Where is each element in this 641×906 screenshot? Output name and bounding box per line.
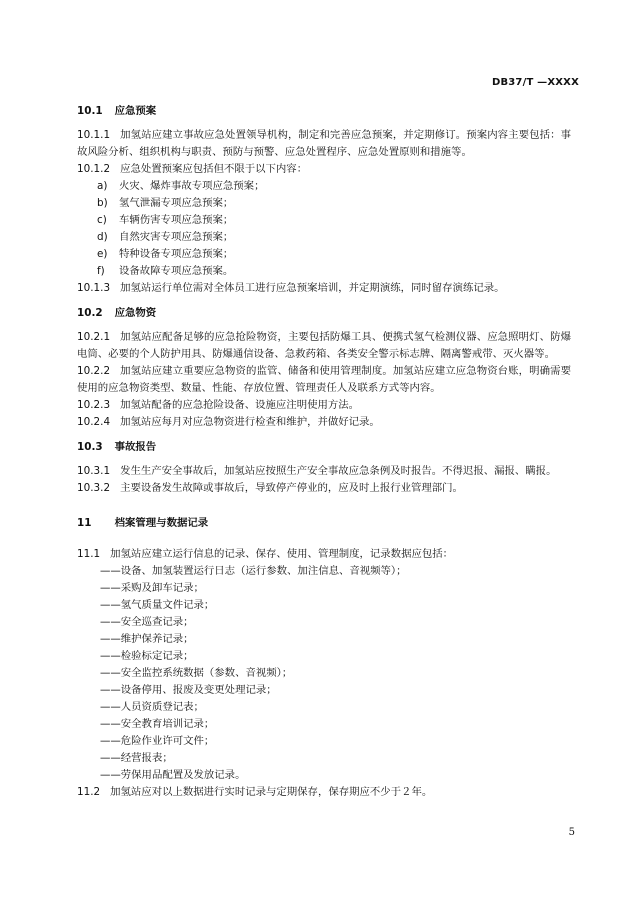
clause-text: 加氢站运行单位需对全体员工进行应急预案培训，并定期演练，同时留存演练记录。 [120, 282, 505, 294]
list-letter: d) [97, 231, 108, 243]
clause-number: 10.2.4 [77, 416, 111, 428]
clause-10-3-1 [77, 463, 571, 480]
list-item [77, 212, 571, 229]
clause-text: 加氢站应建立重要应急物资的监管、储备和使用管理制度。加氢站应建立应急物资台账，明确需要使用的应急物资类型、数量、性能、存放位置、管理责任人及联系方式等内容。 [77, 365, 571, 394]
clause-11-2 [77, 784, 571, 801]
list-item [77, 195, 571, 212]
list-item [77, 246, 571, 263]
clause-10-3-2 [77, 480, 571, 497]
clause-text: 加氢站应配备足够的应急抢险物资，主要包括防爆工具、便携式氢气检测仪器、应急照明灯、防爆电筒、必要的个人防护用具、防爆通信设备、急救药箱、各类安全警示标志牌、隔离警戒带、灭火器等。 [77, 331, 571, 360]
record-item: ——设备、加氢装置运行日志（运行参数、加注信息、音视频等）； [100, 565, 407, 577]
document-code: DB37/T —XXXX [491, 77, 579, 88]
list-letter: f) [97, 265, 105, 277]
clause-number: 10.1.1 [77, 129, 111, 141]
clause-text: 加氢站应建立运行信息的记录、保存、使用、管理制度，记录数据应包括： [110, 548, 454, 560]
page-number: 5 [568, 827, 575, 838]
clause-10-2-4 [77, 414, 571, 431]
section-heading-10-2 [77, 305, 571, 322]
list-letter: e) [97, 248, 108, 260]
record-item: ——安全监控系统数据（参数、音视频）； [100, 667, 293, 679]
clause-number: 10.2.1 [77, 331, 111, 343]
clause-number: 10.3.2 [77, 482, 111, 494]
record-item: ——设备停用、报废及变更处理记录； [100, 684, 277, 696]
record-item: ——经营报表； [100, 752, 173, 764]
list-item [77, 263, 571, 280]
section-number: 10.3 [77, 441, 103, 453]
list-text: 氢气泄漏专项应急预案； [119, 197, 234, 209]
list-letter: a) [97, 180, 108, 192]
clause-number: 10.3.1 [77, 465, 111, 477]
list-item [77, 229, 571, 246]
chapter-title: 档案管理与数据记录 [114, 517, 209, 529]
clause-number: 11.1 [77, 548, 101, 560]
clause-11-1 [77, 546, 571, 563]
record-item: ——检验标定记录； [100, 650, 194, 662]
section-heading-10-3 [77, 439, 571, 456]
clause-text: 发生生产安全事故后，加氢站应按照生产安全事故应急条例及时报告。不得迟报、漏报、瞒报。 [120, 465, 557, 477]
clause-text: 加氢站应每月对应急物资进行检查和维护，并做好记录。 [120, 416, 380, 428]
section-title: 应急预案 [114, 105, 157, 117]
chapter-number: 11 [77, 517, 92, 529]
list-letter: c) [97, 214, 107, 226]
section-title: 应急物资 [114, 307, 157, 319]
clause-10-1-2 [77, 161, 571, 178]
clause-text: 加氢站配备的应急抢险设备、设施应注明使用方法。 [120, 399, 360, 411]
clause-10-1-1 [77, 127, 571, 161]
clause-text: 加氢站应对以上数据进行实时记录与定期保存，保存期应不少于２年。 [110, 786, 433, 798]
clause-10-2-2 [77, 363, 571, 397]
page-body [77, 103, 571, 801]
section-number: 10.2 [77, 307, 103, 319]
list-text: 特种设备专项应急预案； [119, 248, 234, 260]
record-item: ——安全教育培训记录； [100, 718, 215, 730]
clause-number: 10.2.2 [77, 365, 111, 377]
clause-number: 10.1.3 [77, 282, 111, 294]
section-heading-10-1 [77, 103, 571, 120]
clause-number: 10.2.3 [77, 399, 111, 411]
list-text: 车辆伤害专项应急预案； [119, 214, 234, 226]
record-item: ——维护保养记录； [100, 633, 194, 645]
section-title: 事故报告 [114, 441, 157, 453]
record-item: ——劳保用品配置及发放记录。 [100, 769, 246, 781]
record-item: ——危险作业许可文件； [100, 735, 215, 747]
clause-text: 加氢站应建立事故应急处置领导机构，制定和完善应急预案，并定期修订。预案内容主要包括：事故风险分析、组织机构与职责、预防与预警、应急处置程序、应急处置原则和措施等。 [77, 129, 571, 158]
chapter-heading-11 [77, 515, 571, 532]
clause-number: 10.1.2 [77, 163, 111, 175]
record-item: ——氢气质量文件记录； [100, 599, 215, 611]
clause-text: 应急处置预案应包括但不限于以下内容： [120, 163, 308, 175]
clause-10-2-3 [77, 397, 571, 414]
clause-10-2-1 [77, 329, 571, 363]
list-text: 设备故障专项应急预案。 [119, 265, 234, 277]
clause-text: 主要设备发生故障或事故后，导致停产停业的，应及时上报行业管理部门。 [120, 482, 463, 494]
list-text: 自然灾害专项应急预案； [119, 231, 234, 243]
list-item [77, 178, 571, 195]
record-item: ——安全巡查记录； [100, 616, 194, 628]
record-item: ——采购及卸车记录； [100, 582, 204, 594]
list-letter: b) [97, 197, 108, 209]
list-text: 火灾、爆炸事故专项应急预案； [119, 180, 265, 192]
section-number: 10.1 [77, 105, 103, 117]
clause-number: 11.2 [77, 786, 101, 798]
clause-10-1-3 [77, 280, 571, 297]
record-item: ——人员资质登记表； [100, 701, 204, 713]
